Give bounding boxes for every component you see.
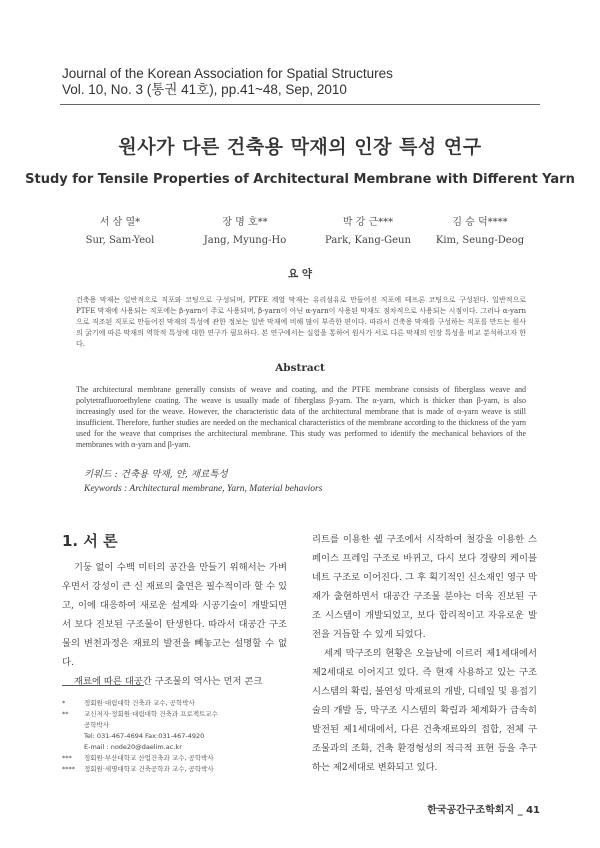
footnote-rule xyxy=(62,685,144,686)
footnote-line: 정회원·대림대학 건축과 교수, 공학박사 xyxy=(84,699,195,707)
author-4 xyxy=(420,214,540,250)
paragraph: 세계 막구조의 현황은 오늘날에 이르러 제1세대에서 제2세대로 이어지고 있다. 즉 현재 사용하고 있는 구조시스템의 확립, 불연성 막재료의 개발, 디테일 및 용접기술의 개발 등, 막구조 시스템의 확립과 체계화가 급속히 발전된 제1세대에서, 다른 건축재료와의 접합, 전체 구조물과의 조화, 건축 환경형성의 적극적 표현 등을 추구하는 제2세대로 변화되고 있다. xyxy=(312,648,537,773)
author-name-en: Jang, Myung-Ho xyxy=(203,235,287,246)
keywords-english: Keywords : Architectural membrane, Yarn, Material behaviors xyxy=(84,484,323,494)
footnote-line: 정회원·부산대학교 산업건축과 교수, 공학박사 xyxy=(84,754,214,762)
abstract-ko-heading: 요 약 xyxy=(288,268,312,280)
footnote xyxy=(62,764,218,775)
page-footer: 한국공간구조학회지 _ 41 xyxy=(427,805,540,816)
footnote-line: E-mail : node20@daelim.ac.kr xyxy=(84,743,182,751)
abstract-english: The architectural membrane generally consists of weave and coating, and the PTFE membrane consists of fiberglass weave and polytetrafluoroethylene coating. The weave is usually made of fiberglass β-yarn. The α-yarn, which is thicker than β-yarn, is also increasingly used for the weave. However, the characteristic data of the architectural membrane that is made of α-yarn weave is still insufficient. Therefore, further studies are needed on the mechanical characteristics of the membrane according to the thickness of the yarn used for the weave that comprises the architectural membrane. This study was performed to identify the mechanical behaviors of the membranes with α-yarn and β-yarn. xyxy=(76,385,526,449)
footnotes xyxy=(62,698,218,775)
footnote-line: 공학박사 xyxy=(84,721,110,729)
author-name-ko: 서 삼 열* xyxy=(99,217,141,228)
footnote-mark: *** xyxy=(62,754,72,762)
footnote-mark: **** xyxy=(62,765,75,773)
author-name-en: Kim, Seung-Deog xyxy=(435,235,525,246)
author-name-ko: 박 강 근*** xyxy=(342,217,394,228)
abstract-en-heading: Abstract xyxy=(275,362,325,374)
paragraph: 기둥 없이 수백 미터의 공간을 만들기 위해서는 가벼우면서 강성이 큰 신 재료의 출연은 필수적이라 할 수 있고, 이에 대응하여 새로운 설계와 시공기술이 개발되면서 보다 진보된 구조물이 탄생한다. 따라서 대공간 구조물의 변천과정은 재료의 발전을 빼놓고는 설명할 수 없다. xyxy=(62,562,287,668)
author-name-en: Park, Kang-Geun xyxy=(325,235,411,246)
header-rule xyxy=(60,104,540,105)
section-title: 1. 서 론 xyxy=(62,532,118,550)
footnote xyxy=(62,753,218,764)
author-name-ko: 김 승 덕**** xyxy=(452,217,508,228)
journal-name: Journal of the Korean Association for Spatial Structures xyxy=(62,66,393,81)
footnote xyxy=(62,709,218,753)
footnote-line: Tel: 031-467-4694 Fax:031-467-4920 xyxy=(84,732,205,740)
abstract-korean: 건축용 막재는 일반적으로 직포와 코팅으로 구성되며, PTFE 계열 막재는 유리섬유로 만들어진 직포에 테프론 코팅으로 구성된다. 일반적으로 PTFE 막재에 사용되는 직포에는 β-yarn이 주로 사용되며, β-yarn이 아닌 α-yarn이 사용된 막재도 점차적으로 사용되는 시점이다. 그러나 α-yarn으로 직조된 직포로 만들어진 막재의 특성에 관한 정보는 일반 막재에 비해 많이 부족한 편이다. 따라서 건축용 막재를 구성하는 직포를 만드는 원사의 굵기에 따른 막재의 역학적 특성에 대한 연구가 필요하다. 본 연구에서는 실험을 통하여 원사가 서로 다른 막재의 인장 특성을 비교 분석하고자 한다. xyxy=(76,296,526,348)
footnote-mark: * xyxy=(62,699,66,707)
author-1 xyxy=(60,214,180,250)
author-name-ko: 장 명 호** xyxy=(222,217,268,228)
footnote xyxy=(62,698,218,709)
body-right-column xyxy=(312,530,537,777)
author-name-en: Sur, Sam-Yeol xyxy=(85,235,155,246)
footnote-mark: ** xyxy=(62,710,69,718)
paragraph: 리트를 이용한 쉘 구조에서 시작하여 철강을 이용한 스페이스 프레임 구조로 바뀌고, 다시 보다 경량의 케이블 네트 구조로 이어진다. 그 후 획기적인 신소재인 영구 막재가 출현하면서 대공간 구조물 분야는 더욱 진보된 구조 시스템이 개발되었고, 보다 합리적이고 자유로운 발전을 거듭할 수 있게 되었다. xyxy=(312,534,537,640)
paragraph: 재료에 따른 대공간 구조물의 역사는 먼저 콘크 xyxy=(74,676,263,687)
journal-volume: Vol. 10, No. 3 (통권 41호), pp.41~48, Sep, 2010 xyxy=(62,82,347,97)
author-3 xyxy=(308,214,428,250)
body-left-column xyxy=(62,558,287,691)
title-korean: 원사가 다른 건축용 막재의 인장 특성 연구 xyxy=(118,136,482,158)
author-2 xyxy=(185,214,305,250)
footnote-line: 교신저자·정회원·대림대학 건축과 프로젝트교수 xyxy=(84,710,218,718)
journal-header xyxy=(62,66,393,98)
title-english: Study for Tensile Properties of Architectural Membrane with Different Yarn xyxy=(25,172,575,187)
keywords-korean: 키워드 : 건축용 막재, 얀, 재료특성 xyxy=(84,469,228,480)
footnote-line: 정회원·세명대학교 건축공학과 교수, 공학박사 xyxy=(84,765,214,773)
